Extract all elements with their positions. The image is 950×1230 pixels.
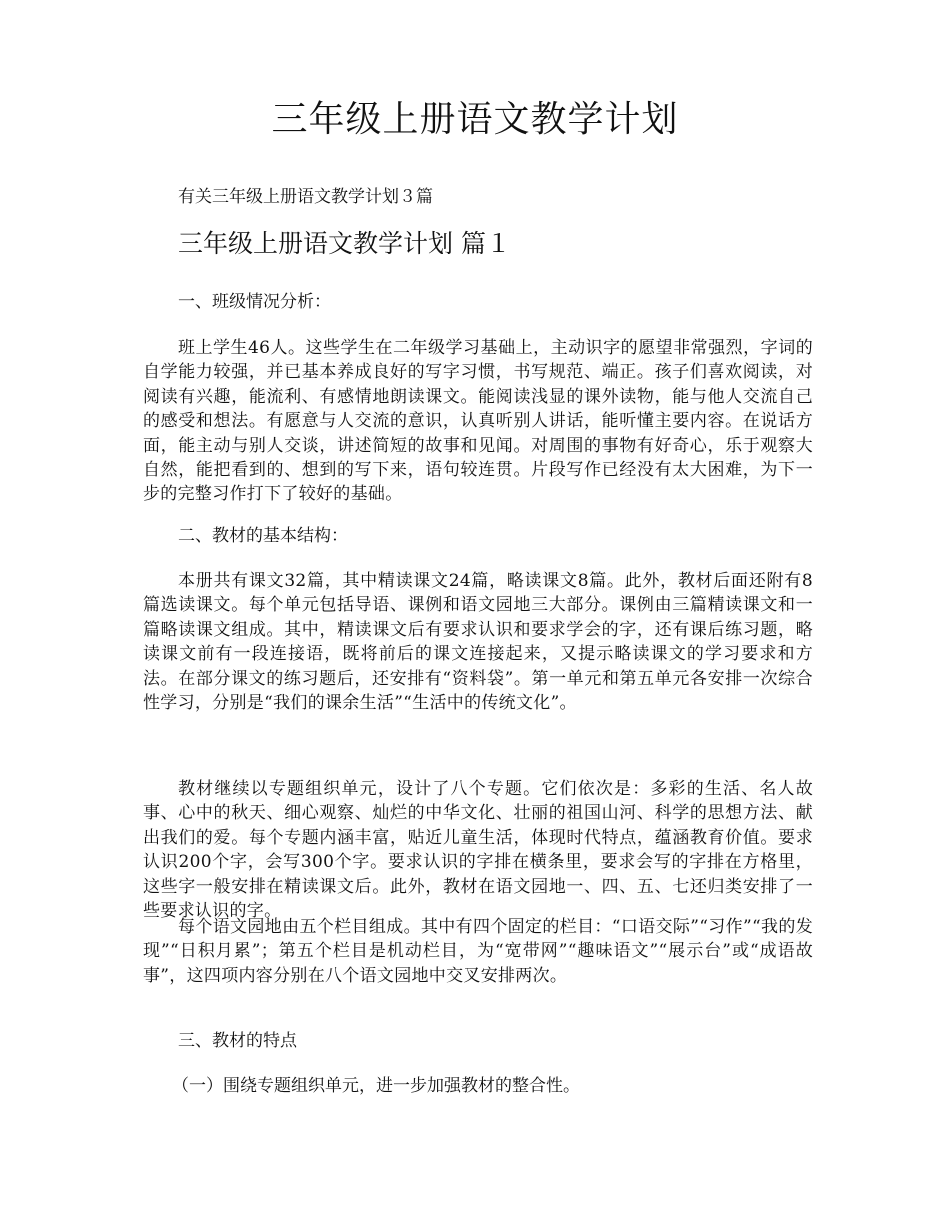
paragraph-topics: 教材继续以专题组织单元，设计了八个专题。它们依次是：多彩的生活、名人故事、心中的秋天、细心观察、灿烂的中华文化、壮丽的祖国山河、科学的思想方法、献出我们的爱。每个专题内涵丰富，贴近儿童生活，体现时代特点，蕴涵教育价值。要求认识200个字，会写300个字。要求认识的字排在横条里，要求会写的字排在方格里，这些字一般安排在精读课文后。此外，教材在语文园地一、四、五、七还归类安排了一些要求认识的字。 <box>143 779 813 922</box>
section-title: 三年级上册语文教学计划 篇１ <box>178 229 511 258</box>
document-title: 三年级上册语文教学计划 <box>271 99 679 140</box>
paragraph-class-analysis: 班上学生46人。这些学生在二年级学习基础上，主动识字的愿望非常强烈，字词的自学能力较强，并已基本养成良好的写字习惯，书写规范、端正。孩子们喜欢阅读，对阅读有兴趣，能流利、有感情地朗读课文。能阅读浅显的课外读物，能与他人交流自己的感受和想法。有愿意与人交流的意识，认真听别人讲话，能听懂主要内容。在说话方面，能主动与别人交谈，讲述简短的故事和见闻。对周围的事物有好奇心，乐于观察大自然，能把看到的、想到的写下来，语句较连贯。片段写作已经没有太大困难，为下一步的完整习作打下了较好的基础。 <box>143 338 813 505</box>
heading-textbook-features: 三、教材的特点 <box>178 1031 297 1051</box>
paragraph-textbook-structure: 本册共有课文32篇，其中精读课文24篇，略读课文8篇。此外，教材后面还附有8篇选读课文。每个单元包括导语、课例和语文园地三大部分。课例由三篇精读课文和一篇略读课文组成。其中，精读课文后有要求认识和要求学会的字，还有课后练习题，略读课文前有一段连接语，既将前后的课文连接起来，又提示略读课文的学习要求和方法。在部分课文的练习题后，还安排有“资料袋”。第一单元和第五单元各安排一次综合性学习，分别是“我们的课余生活”“生活中的传统文化”。 <box>143 571 813 714</box>
paragraph-garden-sections: 每个语文园地由五个栏目组成。其中有四个固定的栏目：“口语交际”“习作”“我的发现”“日积月累”；第五个栏目是机动栏目，为“宽带网”“趣味语文”“展示台”或“成语故事”，这四项内容分别在八个语文园地中交叉安排两次。 <box>143 917 813 986</box>
heading-feature-one: （一）围绕专题组织单元，进一步加强教材的整合性。 <box>172 1076 580 1096</box>
heading-textbook-structure: 二、教材的基本结构： <box>178 526 348 546</box>
heading-class-analysis: 一、班级情况分析： <box>178 292 331 312</box>
document-subtitle: 有关三年级上册语文教学计划３篇 <box>178 187 433 207</box>
